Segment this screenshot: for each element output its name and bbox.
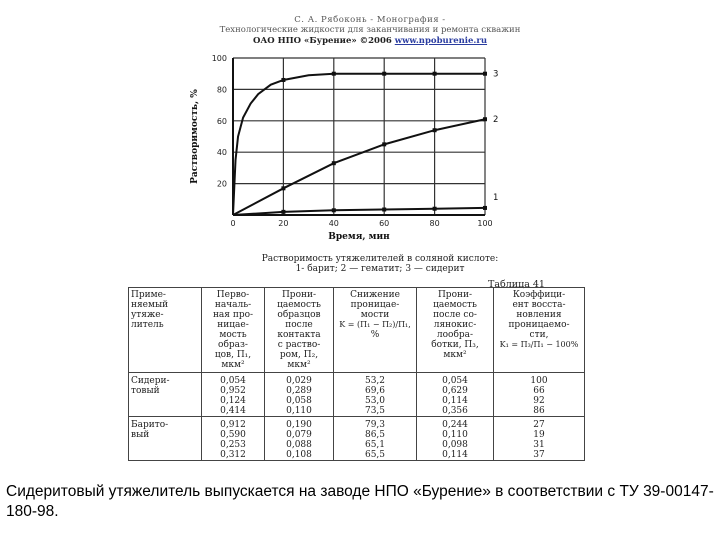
table-cell: 0,952 bbox=[202, 386, 265, 396]
header-line: образ- bbox=[218, 340, 248, 350]
header-line: лянокис- bbox=[433, 320, 477, 330]
header-line: после со- bbox=[433, 310, 477, 320]
weighting-agent-name bbox=[129, 440, 202, 450]
data-point-1 bbox=[332, 208, 336, 212]
weighting-agent-name: Сидери- bbox=[129, 373, 202, 387]
weighting-agent-name bbox=[129, 406, 202, 417]
series-label-2: 2 bbox=[493, 115, 499, 126]
column-header bbox=[202, 288, 265, 373]
doc-header-title: Технологические жидкости для заканчивания и ремонта скважин bbox=[219, 25, 521, 35]
header-line: K = (П₁ − П₂)/П₁, bbox=[339, 320, 411, 329]
table-cell: 65,1 bbox=[334, 440, 417, 450]
table-cell: 0,054 bbox=[417, 373, 494, 387]
header-line: ботки, П₃, bbox=[431, 340, 479, 350]
table-cell: 0,124 bbox=[202, 396, 265, 406]
table-row bbox=[129, 440, 585, 450]
header-line: проницаемо- bbox=[508, 320, 570, 330]
y-axis-label: Растворимость, % bbox=[190, 89, 200, 184]
series-line-1 bbox=[233, 208, 485, 215]
header-line: няемый bbox=[131, 300, 169, 310]
header-line: цаемость bbox=[433, 300, 477, 310]
x-axis-label: Время, мин bbox=[328, 232, 390, 242]
table-cell: 100 bbox=[494, 373, 585, 387]
header-line: Приме- bbox=[131, 290, 166, 300]
header-line: мкм² bbox=[287, 360, 311, 370]
header-line: сти, bbox=[529, 330, 549, 340]
header-line: Снижение bbox=[350, 290, 400, 300]
header-line: цов, П₁, bbox=[214, 350, 252, 360]
table-row bbox=[129, 386, 585, 396]
table-cell: 0,108 bbox=[265, 450, 334, 461]
table-label: Таблица 41 bbox=[488, 279, 545, 290]
column-header bbox=[417, 288, 494, 373]
data-point-3 bbox=[433, 72, 437, 76]
data-point-2 bbox=[433, 128, 437, 132]
table-cell: 0,110 bbox=[265, 406, 334, 417]
x-tick-label: 20 bbox=[278, 219, 289, 228]
table-cell: 0,414 bbox=[202, 406, 265, 417]
header-line: началь- bbox=[214, 300, 252, 310]
table-cell: 0,079 bbox=[265, 430, 334, 440]
table-cell: 0,114 bbox=[417, 450, 494, 461]
data-point-3 bbox=[483, 72, 487, 76]
table-cell: 0,590 bbox=[202, 430, 265, 440]
table-cell: 66 bbox=[494, 386, 585, 396]
series-label-3: 3 bbox=[493, 69, 499, 80]
header-line: Перво- bbox=[216, 290, 250, 300]
header-line: с раство- bbox=[277, 340, 321, 350]
table-cell: 86,5 bbox=[334, 430, 417, 440]
table-cell: 53,2 bbox=[334, 373, 417, 387]
table-row bbox=[129, 396, 585, 406]
table-row bbox=[129, 430, 585, 440]
column-header bbox=[265, 288, 334, 373]
table-cell: 0,029 bbox=[265, 373, 334, 387]
table-cell: 0,356 bbox=[417, 406, 494, 417]
header-line: новления bbox=[516, 310, 562, 320]
data-point-3 bbox=[332, 72, 336, 76]
table-cell: 79,3 bbox=[334, 417, 417, 431]
table-cell: 69,6 bbox=[334, 386, 417, 396]
table-header-row bbox=[129, 288, 585, 373]
header-line: ром, П₂, bbox=[279, 350, 319, 360]
header-line: контакта bbox=[277, 330, 321, 340]
chart-series bbox=[233, 72, 487, 215]
weighting-agent-name: Барито- bbox=[129, 417, 202, 431]
table-row bbox=[129, 406, 585, 417]
header-line: ная про- bbox=[212, 310, 254, 320]
header-line: мость bbox=[219, 330, 247, 340]
table-cell: 0,054 bbox=[202, 373, 265, 387]
header-line: Прони- bbox=[281, 290, 317, 300]
table-cell: 0,289 bbox=[265, 386, 334, 396]
table-cell: 0,110 bbox=[417, 430, 494, 440]
header-line: ницае- bbox=[217, 320, 249, 330]
table-cell: 37 bbox=[494, 450, 585, 461]
weighting-agent-name: вый bbox=[129, 430, 202, 440]
table-cell: 0,058 bbox=[265, 396, 334, 406]
data-point-1 bbox=[281, 210, 285, 214]
header-line: после bbox=[285, 320, 313, 330]
doc-header-author: С. А. Рябоконь - Монография - bbox=[294, 15, 446, 25]
data-table bbox=[128, 287, 585, 461]
table-cell: 31 bbox=[494, 440, 585, 450]
series-label-1: 1 bbox=[493, 192, 499, 203]
table-body bbox=[129, 373, 585, 461]
chart-axes bbox=[233, 58, 485, 215]
table-row bbox=[129, 373, 585, 387]
y-tick-label: 80 bbox=[216, 85, 227, 95]
table-cell: 65,5 bbox=[334, 450, 417, 461]
y-tick-label: 60 bbox=[216, 116, 227, 126]
x-tick-label: 80 bbox=[429, 219, 440, 228]
header-line: литель bbox=[131, 320, 164, 330]
header-line: утяже- bbox=[131, 310, 164, 320]
column-header bbox=[334, 288, 417, 373]
data-point-3 bbox=[281, 78, 285, 82]
x-tick-label: 100 bbox=[477, 219, 493, 228]
weighting-agent-name: товый bbox=[129, 386, 202, 396]
header-line: проницае- bbox=[350, 300, 400, 310]
header-line: цаемость bbox=[277, 300, 321, 310]
solubility-chart bbox=[180, 46, 510, 246]
column-header bbox=[129, 288, 202, 373]
table-cell: 92 bbox=[494, 396, 585, 406]
data-point-2 bbox=[332, 161, 336, 165]
weighting-agent-name bbox=[129, 396, 202, 406]
header-line: мкм² bbox=[443, 350, 467, 360]
table-cell: 0,629 bbox=[417, 386, 494, 396]
data-point-1 bbox=[483, 206, 487, 210]
table-cell: 86 bbox=[494, 406, 585, 417]
data-point-2 bbox=[483, 117, 487, 121]
x-tick-label: 60 bbox=[379, 219, 390, 228]
y-tick-label: 100 bbox=[211, 54, 227, 63]
table-cell: 0,114 bbox=[417, 396, 494, 406]
header-line: мости bbox=[360, 310, 390, 320]
figure-caption-line1: Растворимость утяжелителей в соляной кислоте: bbox=[261, 254, 499, 264]
org-text: ОАО НПО «Бурение» ©2006 bbox=[252, 36, 392, 46]
data-point-1 bbox=[382, 208, 386, 212]
table-cell: 0,088 bbox=[265, 440, 334, 450]
series-line-2 bbox=[233, 119, 485, 215]
weighting-agent-name bbox=[129, 450, 202, 461]
table-cell: 0,312 bbox=[202, 450, 265, 461]
data-point-3 bbox=[382, 72, 386, 76]
header-line: лообра- bbox=[436, 330, 474, 340]
table-cell: 0,098 bbox=[417, 440, 494, 450]
table-row bbox=[129, 450, 585, 461]
website-link[interactable]: www.npoburenie.ru bbox=[394, 36, 488, 46]
column-header bbox=[494, 288, 585, 373]
x-tick-label: 40 bbox=[328, 219, 339, 228]
data-point-1 bbox=[433, 207, 437, 211]
table-cell: 27 bbox=[494, 417, 585, 431]
table-cell: 0,912 bbox=[202, 417, 265, 431]
y-tick-label: 20 bbox=[216, 179, 227, 189]
figure-caption-line2: 1- барит; 2 — гематит; 3 — сидерит bbox=[295, 264, 465, 274]
table-cell: 0,253 bbox=[202, 440, 265, 450]
header-line: ент восста- bbox=[512, 300, 566, 310]
header-line: % bbox=[370, 330, 380, 340]
series-line-3 bbox=[233, 74, 485, 215]
header-line: K₁ = П₃/П₁ − 100% bbox=[499, 340, 579, 349]
header-line: Коэффици- bbox=[512, 290, 566, 300]
table-cell: 73,5 bbox=[334, 406, 417, 417]
chart-grid bbox=[233, 58, 485, 215]
doc-header-org bbox=[190, 36, 550, 46]
table-cell: 0,190 bbox=[265, 417, 334, 431]
footer-text: Сидеритовый утяжелитель выпускается на заводе НПО «Бурение» в соответствии с ТУ 39-00147-180-98. bbox=[6, 483, 714, 520]
y-tick-label: 40 bbox=[216, 148, 227, 158]
header-line: образцов bbox=[277, 310, 321, 320]
header-line: Прони- bbox=[437, 290, 473, 300]
table-cell: 0,244 bbox=[417, 417, 494, 431]
data-point-2 bbox=[382, 142, 386, 146]
header-line: мкм² bbox=[221, 360, 245, 370]
table-cell: 19 bbox=[494, 430, 585, 440]
table-cell: 53,0 bbox=[334, 396, 417, 406]
data-point-2 bbox=[281, 186, 285, 190]
table-row bbox=[129, 417, 585, 431]
x-tick-label: 0 bbox=[230, 219, 236, 228]
